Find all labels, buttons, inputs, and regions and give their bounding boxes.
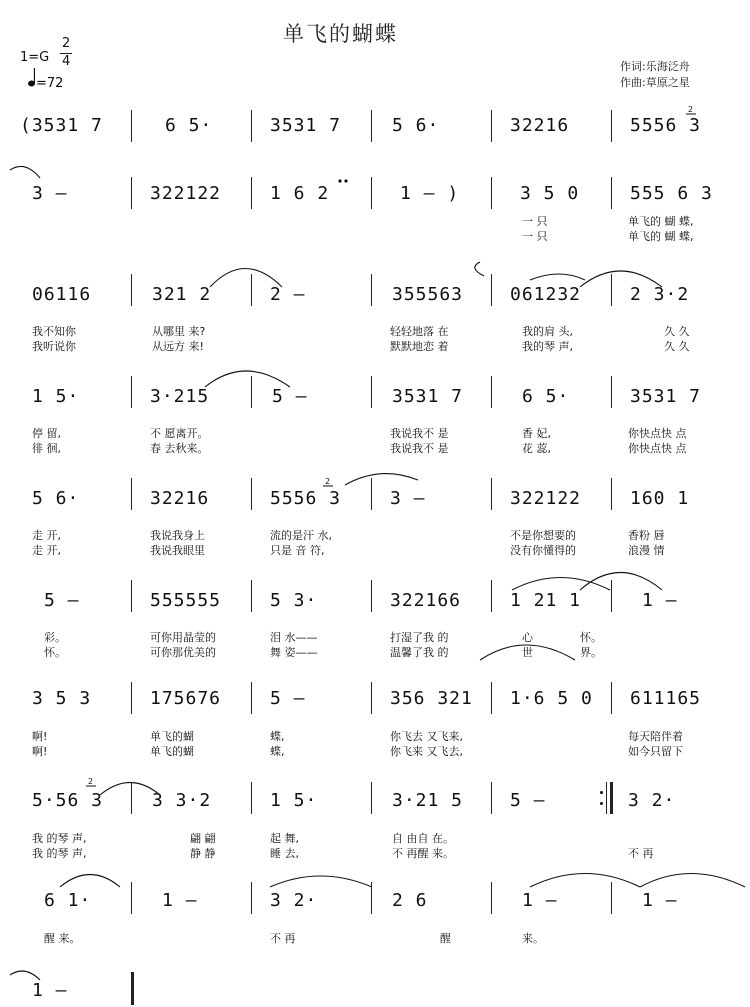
note-group: 3·21 5 [392,790,464,811]
lyric-line-2: 浪漫 情 [628,544,665,557]
note-group: 1 5· [270,790,318,811]
note-group: 061232 [510,284,582,305]
note-group: 555555 [150,590,222,611]
lyric-line-2: 我的琴 声, [522,340,573,353]
note-group: 611165 [630,688,702,709]
lyric-line-1: 起 舞, [270,832,299,845]
lyric-line-1: 单飞的蝴 [150,730,194,743]
lyric-line-1: 一 只 [522,215,548,228]
note-group: 1 – ) [400,183,460,204]
lyric-line-2: 我说我眼里 [150,544,205,557]
lyric-line-1: 香 妃, [522,427,551,440]
note-group: 3 – [32,183,68,204]
lyric-line-2: 久 久 [664,340,690,353]
lyric-line-1: 醒 [440,932,451,945]
lyric-line-1: 每天陪伴着 [628,730,683,743]
note-group: 1·6 5 0 [510,688,593,709]
note-group: 160 1 [630,488,690,509]
score-system [0,374,750,459]
lyric-line-1: 怀。 [580,631,602,644]
lyric-line-2: 我 的琴 声, [32,847,87,860]
lyric-line-1: 停 留, [32,427,61,440]
note-group: 1 5· [32,386,80,407]
lyric-line-2: 你飞来 又飞去, [390,745,463,758]
lyric-line-1: 你快点快 点 [628,427,687,440]
note-group: 3 2· [270,890,318,911]
note-group: 6 5· [522,386,570,407]
lyric-line-1: 彩。 [44,631,66,644]
note-group: 5 3· [270,590,318,611]
note-group: 1 21 1 [510,590,582,611]
lyric-line-2: 睡 去, [270,847,299,860]
lyric-line-2: 我说我不 是 [390,442,449,455]
quarter-note-icon [28,68,35,87]
lyric-line-2: 一 只 [522,230,548,243]
song-title: 单飞的蝴蝶 [283,22,398,46]
note-group: 2 6 [392,890,428,911]
lyric-line-1: 翩 翩 [190,832,216,845]
lyric-line-2: 静 静 [190,847,216,860]
time-signature-top: 2 [62,36,71,51]
lyric-line-2: 怀。 [44,646,66,659]
note-group: 1 – [162,890,198,911]
lyric-line-1: 从哪里 来? [152,325,206,338]
lyric-line-2: 舞 姿—— [270,646,318,659]
note-group: 5 6· [392,115,440,136]
lyric-line-1: 打湿了我 的 [390,631,449,644]
note-group: 32216 [150,488,210,509]
lyric-line-1: 啊! [32,730,48,743]
lyric-line-1: 我说我身上 [150,529,205,542]
lyric-line-2: 我听说你 [32,340,76,353]
lyric-line-2: 单飞的蝴 [150,745,194,758]
note-group: 5556 3 [630,115,702,136]
note-group: 1 6 2 [270,183,330,204]
grace-note: 2 [688,105,694,114]
lyric-line-1: 流的是汗 水, [270,529,332,542]
note-group: 3531 7 [630,386,702,407]
lyric-line-1: 自 由自 在。 [392,832,454,845]
lyric-line-2: 单飞的 蝴 蝶, [628,230,694,243]
lyric-line-1: 我说我不 是 [390,427,449,440]
key-signature: 1=G [20,50,50,65]
score-system [0,578,750,663]
note-group: 5 – [270,688,306,709]
note-group: 3·215 [150,386,210,407]
lyric-line-2: 如今只留下 [628,745,683,758]
lyric-line-2: 世 [522,646,533,659]
score-system [0,880,750,955]
note-group: 322122 [510,488,582,509]
lyric-line-2: 啊! [32,745,48,758]
score-system [0,970,750,1007]
note-group: 555 6 3 [630,183,713,204]
lyricist-credit: 作词:乐海泛舟 [620,60,690,73]
note-group: 3 5 0 [520,183,580,204]
lyric-line-1: 走 开, [32,529,61,542]
note-group: 321 2 [152,284,212,305]
note-group: 3 – [390,488,426,509]
lyric-line-1: 我 的琴 声, [32,832,87,845]
note-group: 1 – [522,890,558,911]
lyric-line-2: 不 再醒 来。 [392,847,454,860]
note-group: 322166 [390,590,462,611]
lyric-line-2: 徘 徊, [32,442,61,455]
lyric-line-1: 单飞的 蝴 蝶, [628,215,694,228]
note-group: 06116 [32,284,92,305]
note-group: 3531 7 [270,115,342,136]
lyric-line-2: 界。 [580,646,602,659]
lyric-line-2: 不 再 [628,847,654,860]
lyric-line-1: 久 久 [664,325,690,338]
note-group: 1 – [642,890,678,911]
note-group: (3531 7 [20,115,103,136]
lyric-line-2: 从远方 来! [152,340,204,353]
lyric-line-2: 走 开, [32,544,61,557]
note-group: 356 321 [390,688,473,709]
lyric-line-1: 来。 [522,932,544,945]
score-system [0,780,750,865]
note-group: 3531 7 [392,386,464,407]
note-group: 32216 [510,115,570,136]
grace-note: 2 [325,477,331,486]
note-group: 2 – [270,284,306,305]
grace-note: 2 [88,777,94,786]
lyric-line-1: 香粉 唇 [628,529,665,542]
note-group: 355563 [392,284,464,305]
lyric-line-2: 可你那优美的 [150,646,216,659]
note-group: 1 – [642,590,678,611]
lyric-line-2: 只是 音 符, [270,544,325,557]
note-group: 5 – [272,386,308,407]
lyric-line-1: 我的肩 头, [522,325,573,338]
lyric-line-2: 没有你懂得的 [510,544,576,557]
lyric-line-1: 可你用晶莹的 [150,631,216,644]
lyric-line-2: 蝶, [270,745,285,758]
lyric-line-2: 春 去秋来。 [150,442,209,455]
lyric-line-1: 我不知你 [32,325,76,338]
note-group: 175676 [150,688,222,709]
lyric-line-1: 心 [522,631,533,644]
note-group: 5 – [44,590,80,611]
lyric-line-1: 不 愿离开。 [150,427,209,440]
score-system [0,103,750,153]
note-group: 5556 3 [270,488,342,509]
note-group: 322122 [150,183,222,204]
note-group: 3 2· [628,790,676,811]
lyric-line-2: 你快点快 点 [628,442,687,455]
lyric-line-1: 轻轻地落 在 [390,325,449,338]
lyric-line-1: 蝶, [270,730,285,743]
note-group: 6 5· [165,115,213,136]
note-group: 3 5 3 [32,688,92,709]
note-group: 5·56 3 [32,790,104,811]
note-group: 2 3·2 [630,284,690,305]
lyric-line-1: 泪 水—— [270,631,318,644]
note-group: 3 3·2 [152,790,212,811]
note-group: 5 – [510,790,546,811]
lyric-line-1: 醒 来。 [44,932,81,945]
lyric-line-1: 不 再 [270,932,296,945]
note-group: 6 1· [44,890,92,911]
composer-credit: 作曲:草原之星 [620,76,690,89]
note-group: 1 – [32,980,68,1001]
tempo-marking: =72 [36,76,64,91]
time-signature-bottom: 4 [62,54,71,69]
score-system [0,175,750,250]
lyric-line-1: 你飞去 又飞来, [390,730,463,743]
lyric-line-2: 花 蕊, [522,442,551,455]
score-system [0,476,750,561]
note-group: 5 6· [32,488,80,509]
lyric-line-2: 温馨了我 的 [390,646,449,659]
score-system [0,680,750,765]
lyric-line-1: 不是你想要的 [510,529,576,542]
score-system [0,272,750,352]
lyric-line-2: 默默地恋 着 [390,340,449,353]
